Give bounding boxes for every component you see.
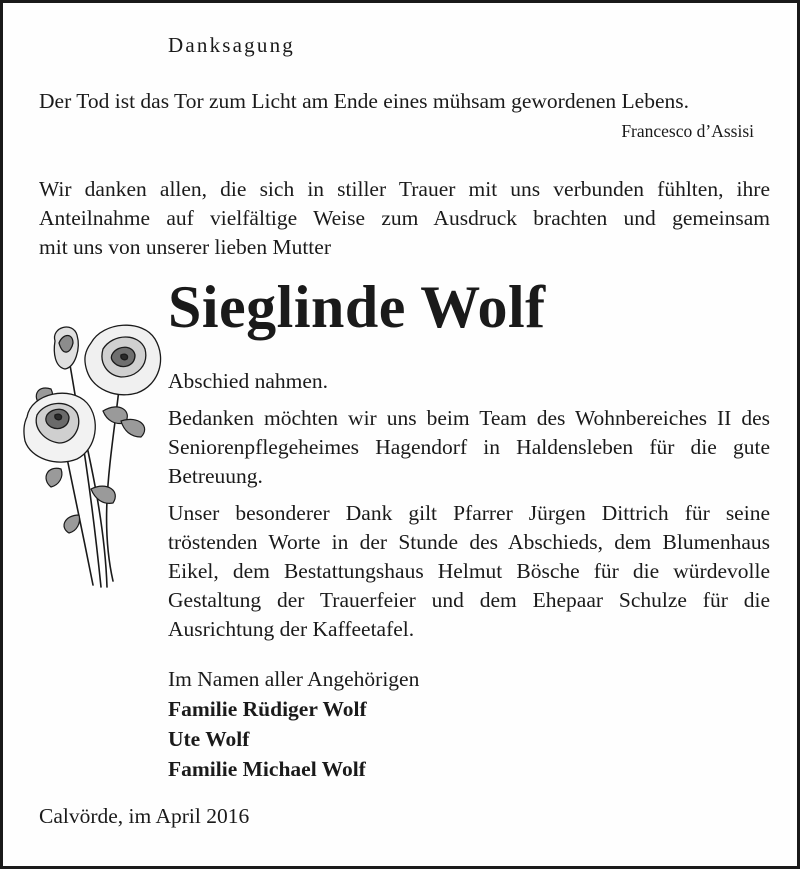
farewell-line: Abschied nahmen. bbox=[168, 369, 329, 393]
intro-line: mit uns von unserer lieben Mutter bbox=[39, 235, 331, 259]
intro-paragraph bbox=[39, 175, 770, 262]
signature-block bbox=[168, 664, 419, 784]
intro-line: Anteilnahme auf vielfältige Weise zum Ausdruck brachten und gemeinsam bbox=[39, 206, 770, 230]
intro-line: Wir danken allen, die sich in stiller Trauer mit uns verbunden fühlten, ihre bbox=[39, 177, 770, 201]
notice-heading: Danksagung bbox=[168, 33, 295, 57]
place-date: Calvörde, im April 2016 bbox=[39, 804, 250, 828]
quote-text: Der Tod ist das Tor zum Licht am Ende eines mühsam gewordenen Lebens. bbox=[39, 89, 689, 113]
roses-illustration bbox=[21, 319, 171, 589]
quote-author: Francesco d’Assisi bbox=[621, 121, 754, 141]
signatory: Familie Michael Wolf bbox=[168, 757, 366, 781]
signatory: Ute Wolf bbox=[168, 727, 250, 751]
signature-intro: Im Namen aller Angehörigen bbox=[168, 667, 420, 691]
deceased-name: Sieglinde Wolf bbox=[168, 274, 546, 340]
thanks-paragraph-2: Unser besonderer Dank gilt Pfarrer Jürgen Dittrich für seine tröstenden Worte in der Stunde des Abschieds, dem Blumenhaus Eikel, dem Bestattungshaus Helmut Bösche für die würdevolle Gestaltung der Trauerfeier und dem Ehepaar Schulze für die Ausrichtung der Kaffeetafel. bbox=[168, 501, 770, 641]
thanks-paragraph-1: Bedanken möchten wir uns beim Team des Wohnbereiches II des Seniorenpflegeheimes Hagendorf in Haldensleben für die gute Betreuung. bbox=[168, 406, 770, 488]
signatory: Familie Rüdiger Wolf bbox=[168, 697, 367, 721]
body-text bbox=[168, 367, 770, 652]
